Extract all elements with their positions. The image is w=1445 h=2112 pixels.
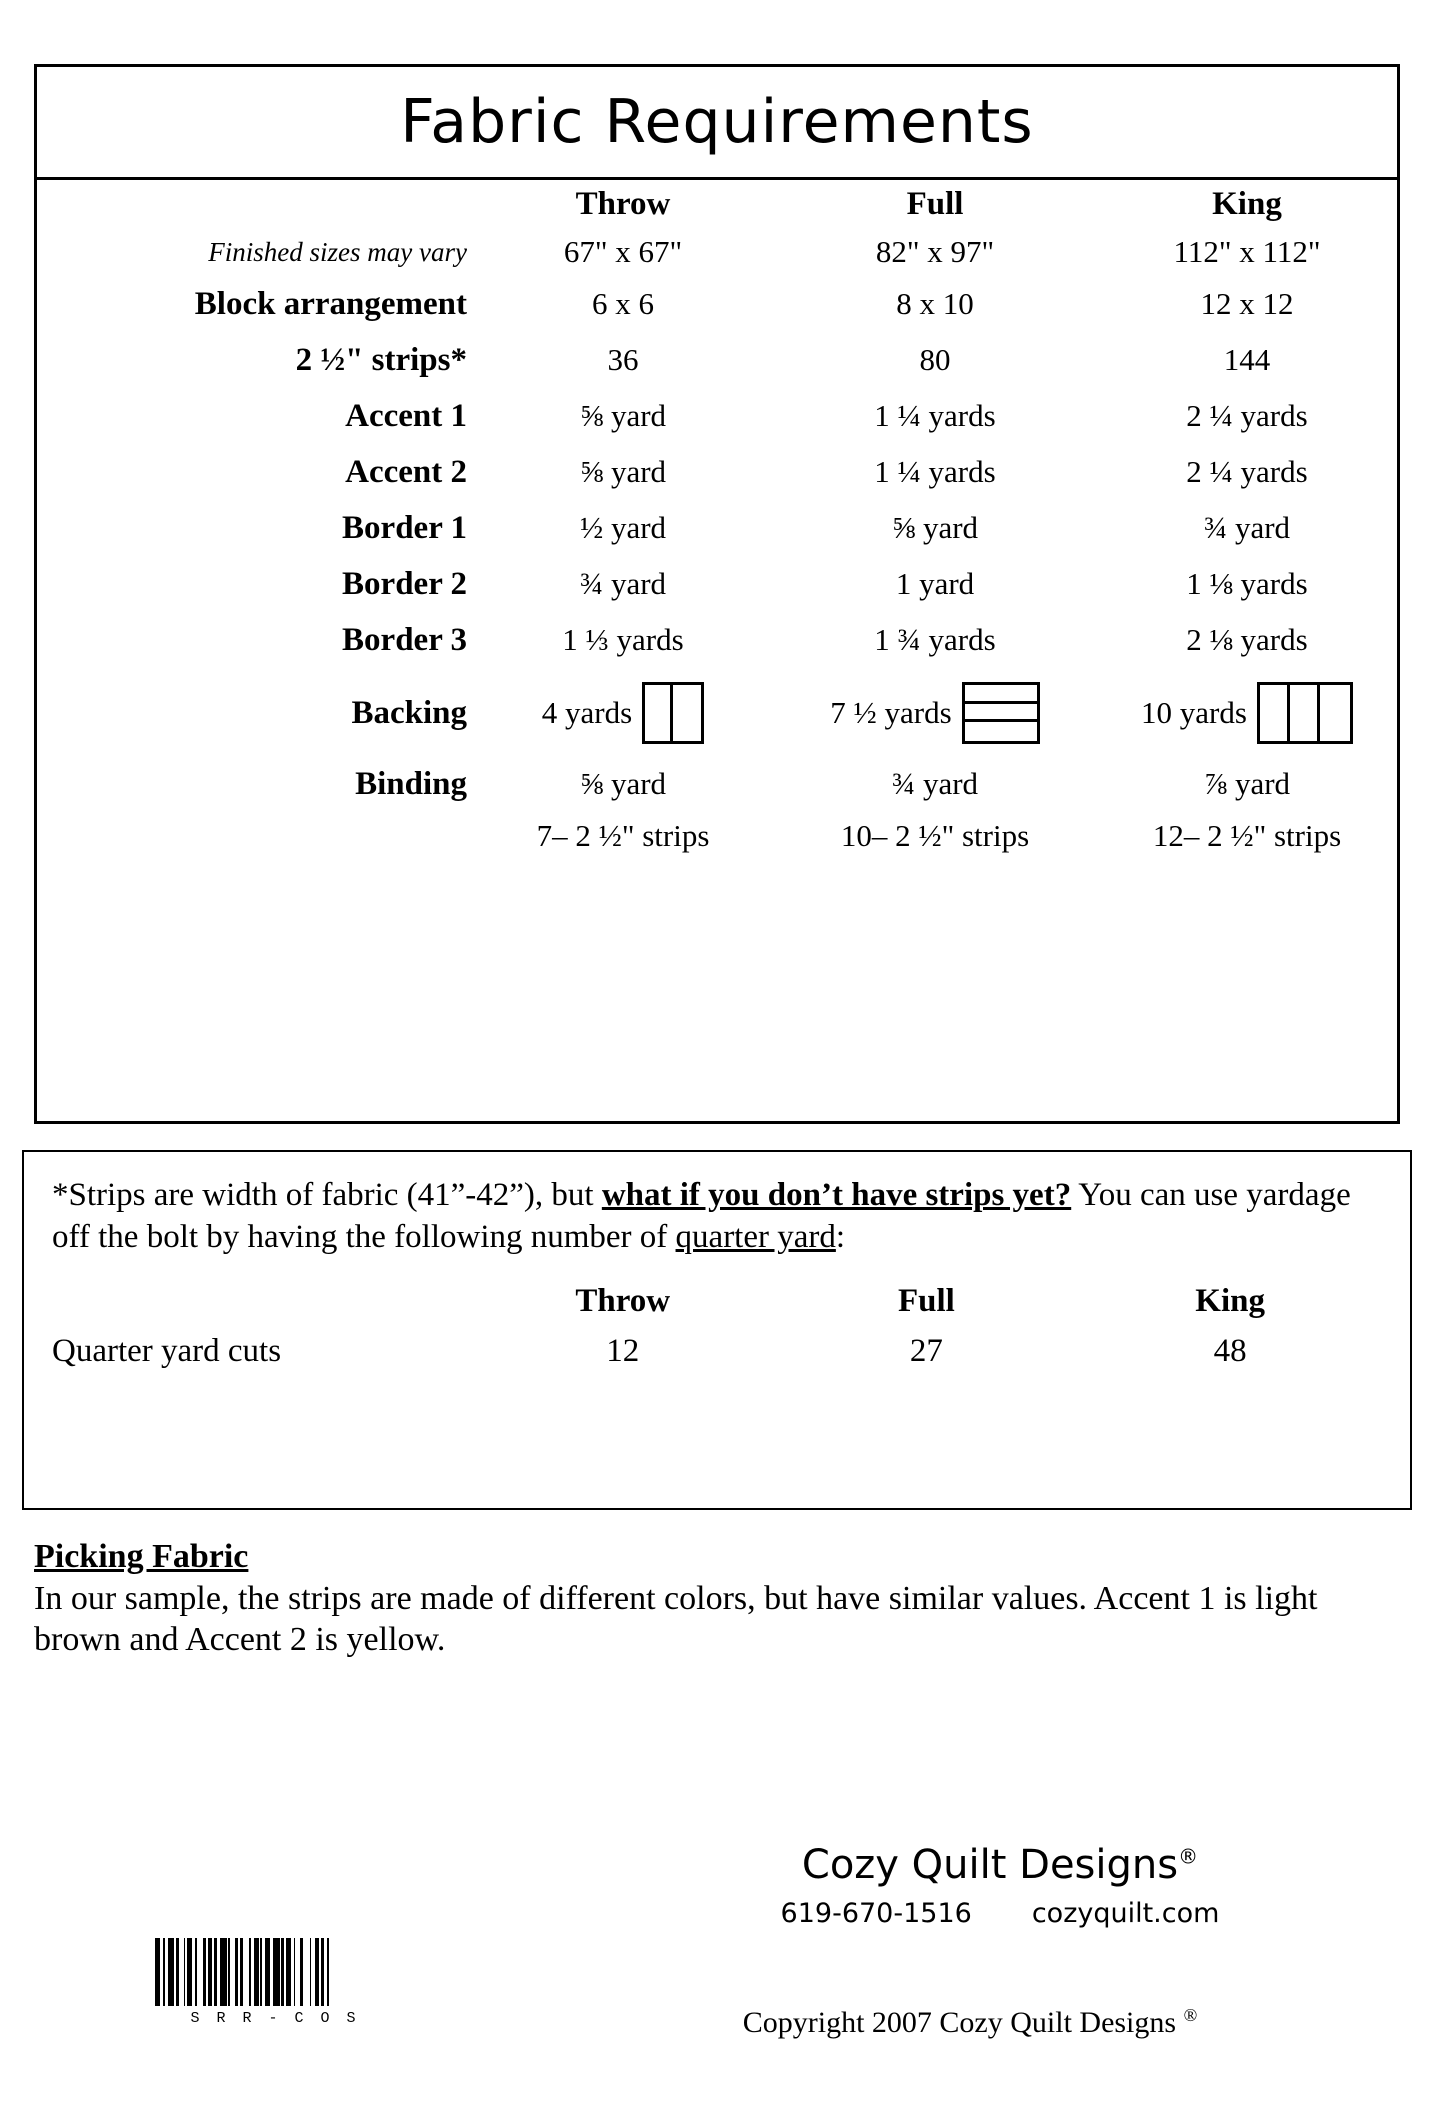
note-text-part3: : bbox=[835, 1219, 846, 1256]
binding-value-full: ¾ yard bbox=[891, 766, 979, 801]
row-value-full: 1 ¼ yards bbox=[874, 398, 996, 433]
strips-note-text bbox=[52, 1174, 1382, 1258]
row-value-full: 80 bbox=[919, 342, 951, 377]
row-label-backing: Backing bbox=[351, 694, 467, 731]
row-value-king: 2 ¼ yards bbox=[1186, 398, 1308, 433]
backing-value-throw: 4 yards bbox=[541, 695, 633, 730]
copyright-line bbox=[620, 2005, 1320, 2040]
table-row bbox=[37, 332, 1403, 388]
row-value-throw: 6 x 6 bbox=[592, 286, 654, 321]
copyright-text: Copyright 2007 Cozy Quilt Designs bbox=[742, 2006, 1184, 2039]
row-value-king: 1 ⅛ yards bbox=[1186, 566, 1308, 601]
qy-value-throw: 12 bbox=[606, 1332, 640, 1369]
row-value-full: 1 yard bbox=[895, 566, 975, 601]
binding-value-king: ⅞ yard bbox=[1203, 766, 1291, 801]
strips-note-box bbox=[22, 1150, 1412, 1510]
row-value-king: ¾ yard bbox=[1203, 510, 1291, 545]
note-text-part1: *Strips are width of fabric (41”-42”), but bbox=[52, 1177, 602, 1213]
row-label: Border 2 bbox=[342, 565, 467, 602]
backing-full bbox=[779, 668, 1091, 758]
backing-throw bbox=[467, 668, 779, 758]
row-value-king: 144 bbox=[1223, 342, 1271, 377]
phone-number: 619-670-1516 bbox=[780, 1898, 972, 1929]
row-label-binding: Binding bbox=[355, 765, 467, 802]
table-row-finished-sizes bbox=[37, 228, 1403, 276]
note-text-quarter-yard: quarter yard bbox=[675, 1219, 836, 1256]
qy-header-king: King bbox=[1195, 1282, 1265, 1319]
brand-block bbox=[700, 1842, 1300, 1929]
row-value-throw: ½ yard bbox=[579, 510, 667, 545]
binding-strips-throw: 7– 2 ½" strips bbox=[536, 818, 710, 853]
note-text-part2: You can use yardage off the bolt by having the following number of bbox=[52, 1177, 1351, 1256]
finished-size-king: 112" x 112" bbox=[1173, 234, 1321, 269]
row-value-full: ⅝ yard bbox=[891, 510, 979, 545]
fabric-requirements-box bbox=[34, 64, 1400, 1124]
backing-diagram-three-horizontal-panels bbox=[962, 682, 1040, 744]
size-header-full: Full bbox=[906, 185, 964, 222]
table-row bbox=[37, 444, 1403, 500]
finished-sizes-note: Finished sizes may vary bbox=[208, 236, 467, 267]
row-label: Border 1 bbox=[342, 509, 467, 546]
row-value-throw: ⅝ yard bbox=[579, 398, 667, 433]
row-value-throw: 36 bbox=[607, 342, 639, 377]
brand-contact bbox=[700, 1898, 1300, 1929]
binding-strips-king: 12– 2 ½" strips bbox=[1152, 818, 1342, 853]
registered-mark-icon: ® bbox=[1178, 1844, 1199, 1869]
table-row bbox=[37, 276, 1403, 332]
registered-mark-icon: ® bbox=[1183, 2005, 1198, 2025]
backing-king bbox=[1091, 668, 1403, 758]
requirements-table bbox=[37, 180, 1403, 862]
barcode-label: S R R - C O S bbox=[190, 2010, 360, 2027]
row-value-throw: ¾ yard bbox=[579, 566, 667, 601]
row-label: Accent 1 bbox=[345, 397, 467, 434]
backing-diagram-two-vertical-panels bbox=[642, 682, 704, 744]
brand-name bbox=[700, 1842, 1300, 1888]
table-row-binding bbox=[37, 758, 1403, 810]
qy-row-label: Quarter yard cuts bbox=[52, 1332, 282, 1369]
row-value-full: 1 ¾ yards bbox=[874, 622, 996, 657]
qy-value-king: 48 bbox=[1213, 1332, 1247, 1369]
title-bar bbox=[37, 67, 1397, 180]
note-text-emphasis: what if you don’t have strips yet? bbox=[601, 1177, 1072, 1213]
row-value-throw: ⅝ yard bbox=[579, 454, 667, 489]
binding-value-throw: ⅝ yard bbox=[579, 766, 667, 801]
table-row bbox=[37, 500, 1403, 556]
row-value-full: 1 ¼ yards bbox=[874, 454, 996, 489]
size-header-throw: Throw bbox=[575, 185, 671, 222]
table-row-binding-strips bbox=[37, 810, 1403, 862]
picking-fabric-section bbox=[34, 1538, 1374, 1661]
quarter-yard-row bbox=[52, 1326, 1382, 1376]
table-header-row bbox=[37, 180, 1403, 228]
brand-name-text: Cozy Quilt Designs bbox=[801, 1842, 1179, 1888]
backing-value-full: 7 ½ yards bbox=[830, 695, 952, 730]
row-value-king: 2 ⅛ yards bbox=[1186, 622, 1308, 657]
picking-fabric-body: In our sample, the strips are made of different colors, but have similar values. Accent 1 is light brown and Accent 2 is yellow. bbox=[34, 1580, 1318, 1659]
barcode-icon bbox=[155, 1938, 395, 2006]
row-label: Block arrangement bbox=[194, 285, 467, 322]
size-header-king: King bbox=[1212, 185, 1282, 222]
table-row bbox=[37, 612, 1403, 668]
table-row bbox=[37, 556, 1403, 612]
quarter-yard-table bbox=[52, 1276, 1382, 1376]
row-value-king: 2 ¼ yards bbox=[1186, 454, 1308, 489]
row-label: Accent 2 bbox=[345, 453, 467, 490]
finished-size-full: 82" x 97" bbox=[875, 234, 995, 269]
page-title: Fabric Requirements bbox=[400, 87, 1034, 157]
picking-fabric-heading: Picking Fabric bbox=[34, 1538, 249, 1575]
backing-value-king: 10 yards bbox=[1141, 695, 1247, 730]
row-value-king: 12 x 12 bbox=[1200, 286, 1294, 321]
qy-header-throw: Throw bbox=[575, 1282, 671, 1319]
table-row bbox=[37, 388, 1403, 444]
table-row-backing bbox=[37, 668, 1403, 758]
website-url[interactable]: cozyquilt.com bbox=[1031, 1898, 1220, 1929]
quarter-yard-header-row bbox=[52, 1276, 1382, 1326]
finished-size-throw: 67" x 67" bbox=[563, 234, 683, 269]
row-value-full: 8 x 10 bbox=[896, 286, 974, 321]
binding-strips-full: 10– 2 ½" strips bbox=[840, 818, 1030, 853]
row-label: Border 3 bbox=[342, 621, 467, 658]
row-label: 2 ½" strips* bbox=[295, 341, 467, 378]
barcode-block bbox=[155, 1938, 395, 2027]
qy-value-full: 27 bbox=[909, 1332, 943, 1369]
qy-header-full: Full bbox=[897, 1282, 955, 1319]
row-value-throw: 1 ⅓ yards bbox=[562, 622, 684, 657]
backing-diagram-three-vertical-panels bbox=[1257, 682, 1353, 744]
